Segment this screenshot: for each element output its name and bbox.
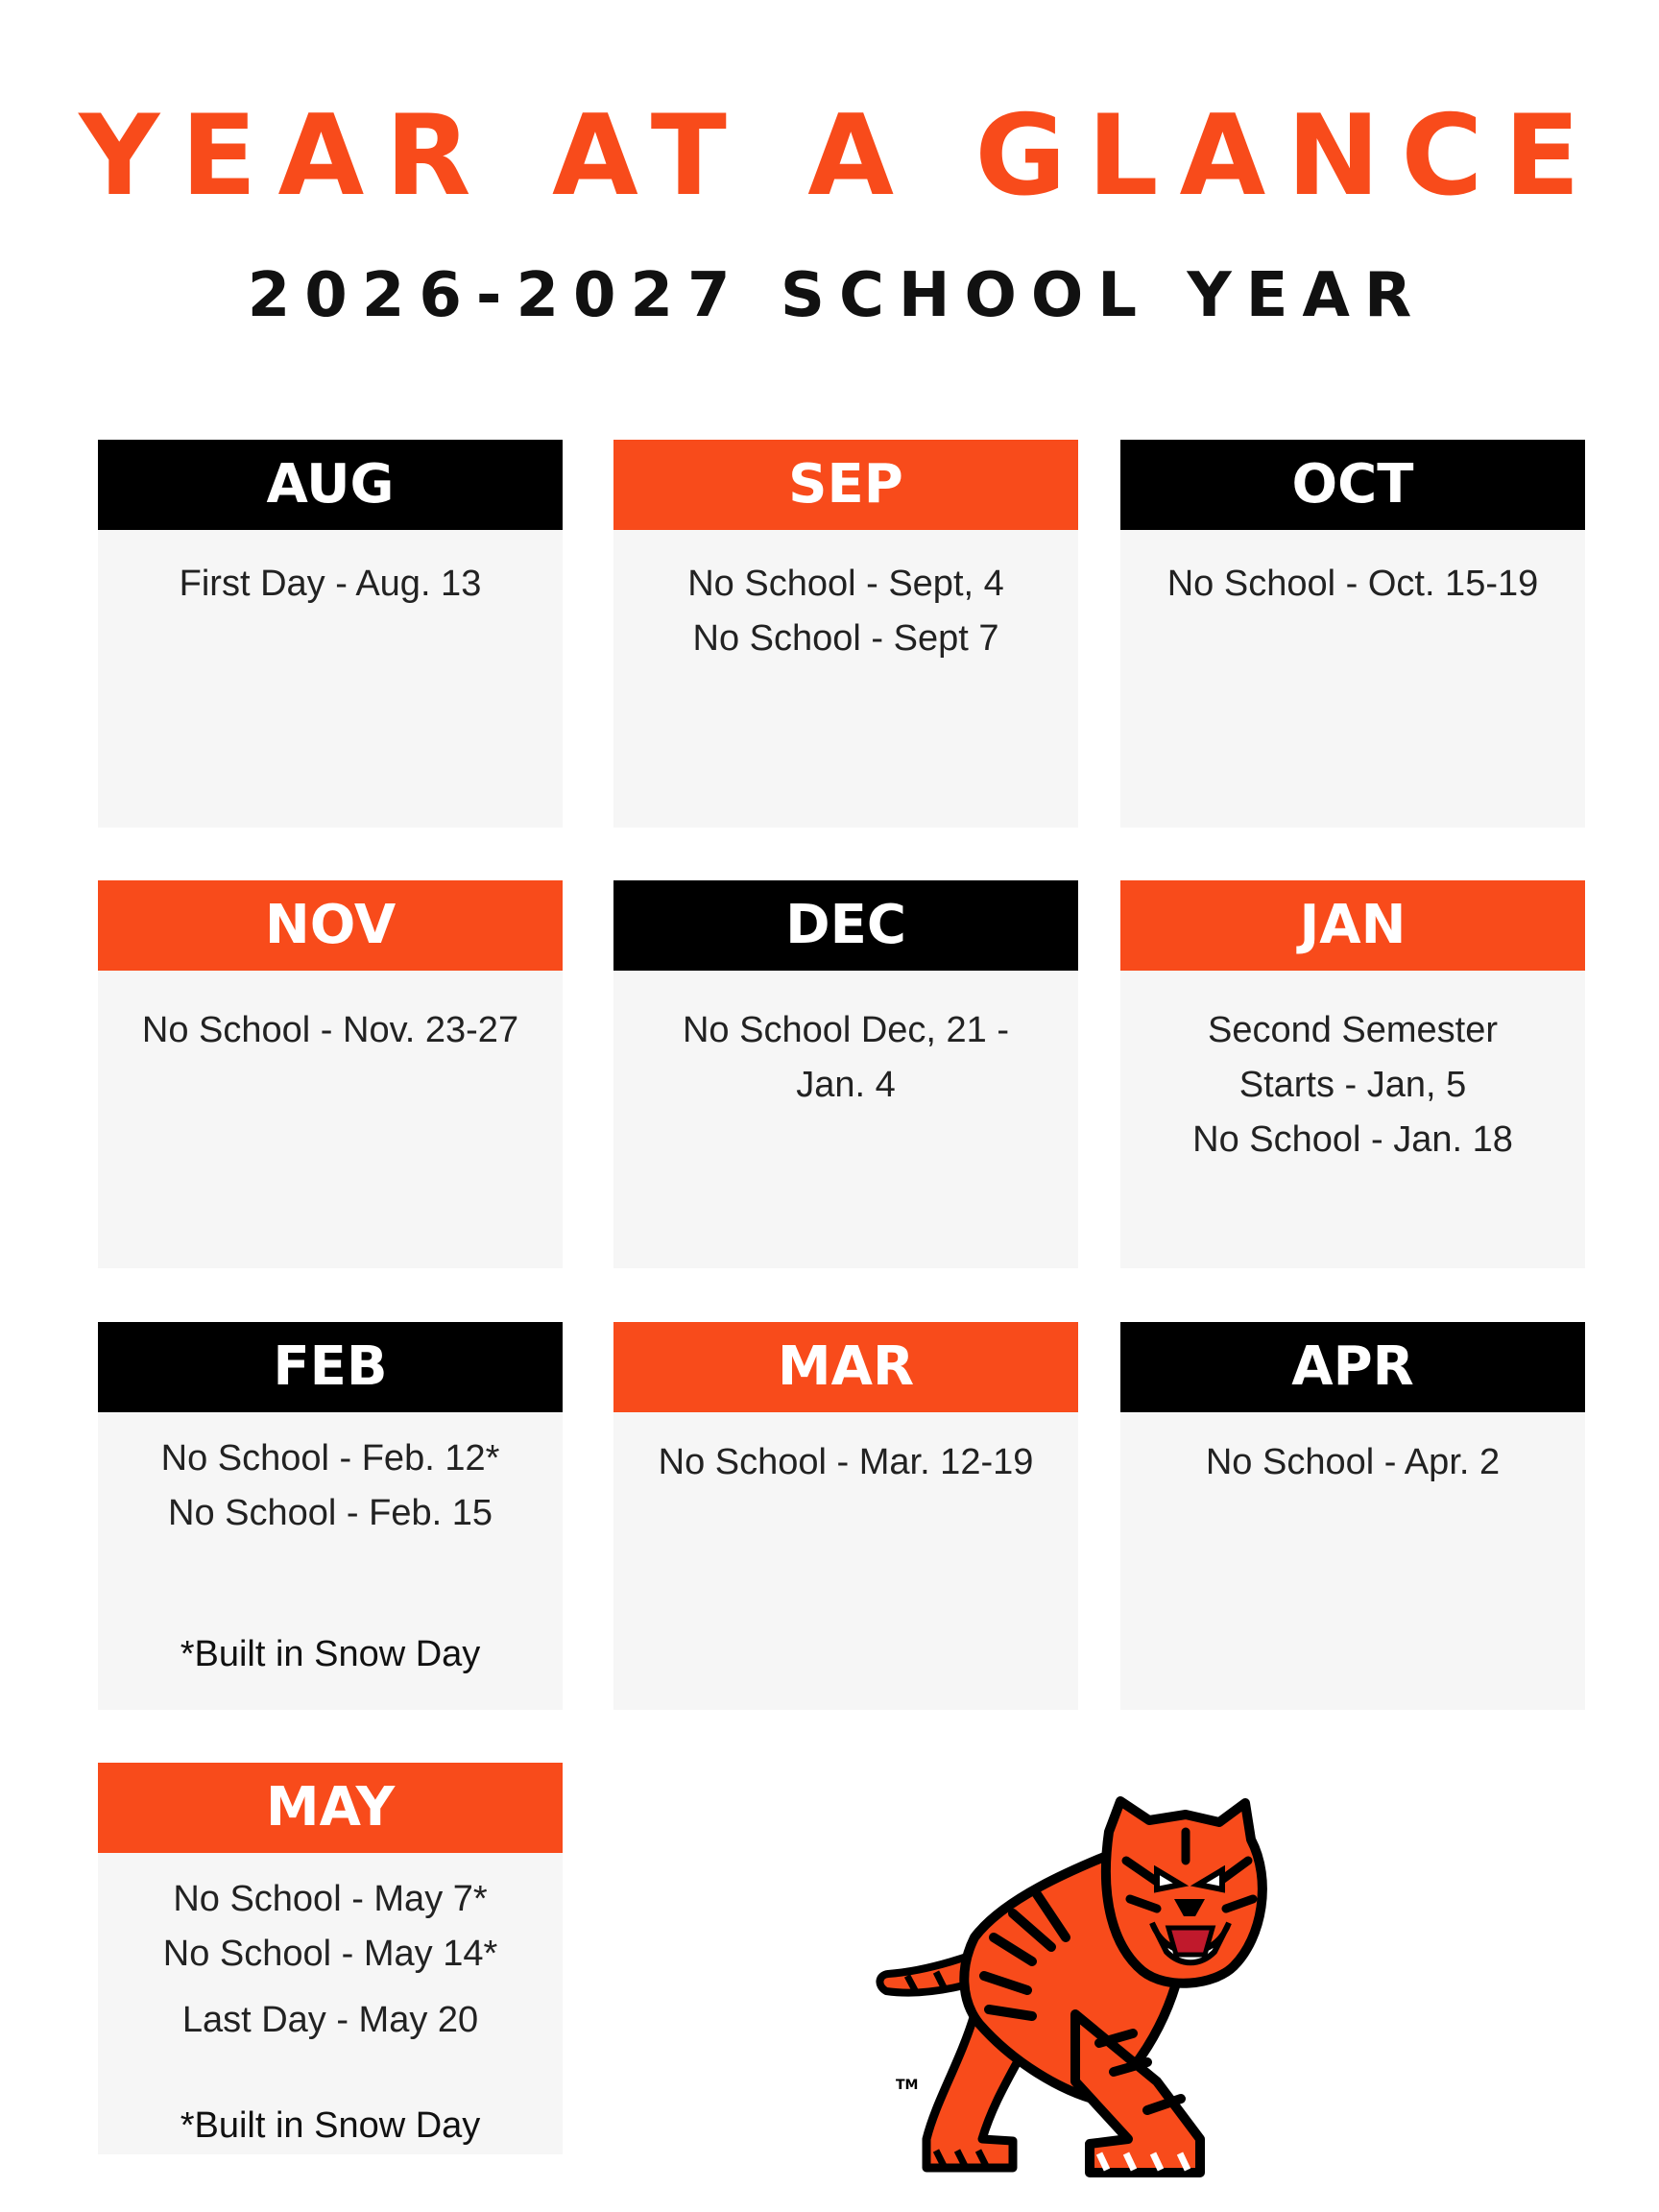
event-line: No School - Mar. 12-19 [658, 1442, 1034, 1482]
month-header: MAY [98, 1763, 563, 1853]
event-line: No School - Jan. 18 [1192, 1119, 1513, 1160]
event-line: No School Dec, 21 - [682, 1010, 1010, 1050]
month-header: APR [1120, 1322, 1585, 1412]
month-events [613, 1412, 1078, 1490]
month-header: NOV [98, 880, 563, 971]
trademark-mark: TM [896, 2078, 919, 2093]
month-card-mar [613, 1322, 1078, 1710]
event-line: No School - Feb. 15 [168, 1493, 493, 1533]
month-card-nov [98, 880, 563, 1268]
month-events [98, 1853, 563, 2048]
month-events [613, 971, 1078, 1113]
month-events [613, 530, 1078, 666]
month-events [1120, 530, 1585, 612]
month-card-feb [98, 1322, 563, 1710]
month-events [1120, 1412, 1585, 1490]
event-line: Last Day - May 20 [181, 2000, 479, 2040]
month-header: AUG [98, 440, 563, 530]
event-line: No School - May 7* [173, 1879, 488, 1919]
event-line: No School - Apr. 2 [1205, 1442, 1501, 1482]
month-card-apr [1120, 1322, 1585, 1710]
event-line: Second Semester [1207, 1010, 1499, 1050]
month-card-dec [613, 880, 1078, 1268]
event-line: No School - Feb. 12* [160, 1438, 500, 1479]
month-header: OCT [1120, 440, 1585, 530]
month-header: MAR [613, 1322, 1078, 1412]
event-line: Starts - Jan, 5 [1238, 1065, 1467, 1105]
event-line: No School - May 14* [162, 1934, 498, 1974]
event-line: No School - Sept 7 [692, 618, 999, 659]
month-events [98, 971, 563, 1058]
month-card-oct [1120, 440, 1585, 828]
page-title: YEAR AT A GLANCE [79, 91, 1601, 221]
event-line: No School - Oct. 15-19 [1166, 564, 1539, 604]
month-events [98, 530, 563, 612]
month-card-sep [613, 440, 1078, 828]
tiger-mascot-icon [869, 1793, 1272, 2197]
month-card-may [98, 1763, 563, 2154]
month-header: FEB [98, 1322, 563, 1412]
snow-day-note: *Built in Snow Day [180, 2105, 481, 2146]
month-events [1120, 971, 1585, 1167]
month-header: DEC [613, 880, 1078, 971]
event-line: No School - Nov. 23-27 [141, 1010, 519, 1050]
month-header: JAN [1120, 880, 1585, 971]
event-line: No School - Sept, 4 [687, 564, 1004, 604]
month-card-aug [98, 440, 563, 828]
event-line: First Day - Aug. 13 [179, 564, 482, 604]
snow-day-note: *Built in Snow Day [180, 1634, 481, 1674]
month-events [98, 1412, 563, 1541]
event-line: Jan. 4 [796, 1065, 896, 1105]
month-header: SEP [613, 440, 1078, 530]
page-subtitle: 2026-2027 SCHOOL YEAR [247, 260, 1427, 331]
month-card-jan [1120, 880, 1585, 1268]
